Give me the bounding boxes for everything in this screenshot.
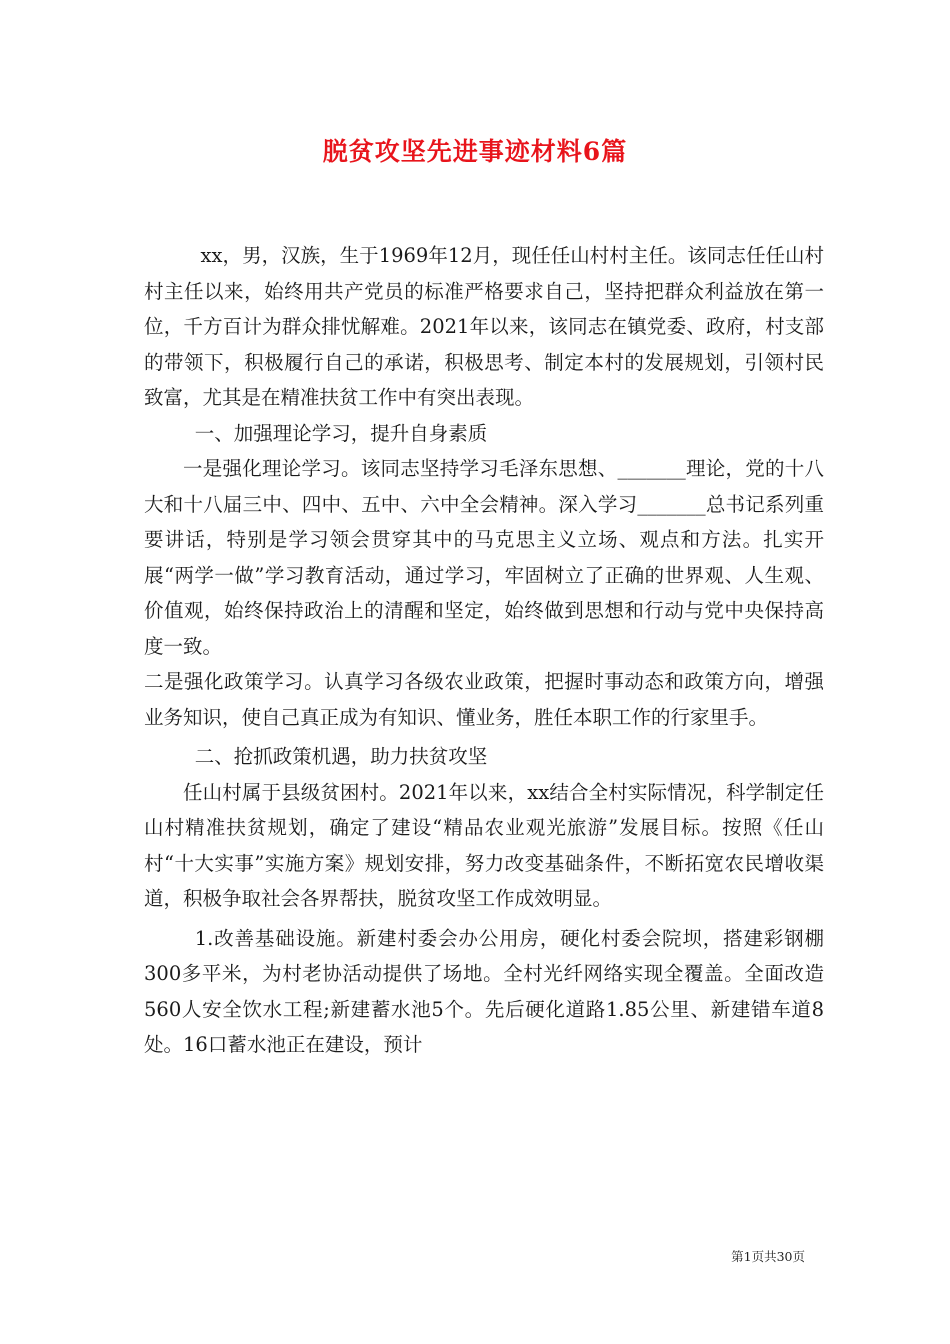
paragraph-intro: xx，男，汉族，生于1969年12月，现任任山村村主任。该同志任任山村村主任以来，始终用共产党员的标准严格要求自己，坚持把群众利益放在第一位，千方百计为群众排忧解难。2021年以来，该同志在镇党委、政府，村支部的带领下，积极履行自己的承诺，积极思考、制定本村的发展规划，引领村民致富，尤其是在精准扶贫工作中有突出表现。 [144,244,824,409]
section-heading-2: 二、抢抓政策机遇，助力扶贫攻坚 [194,745,488,768]
section-heading-1: 一、加强理论学习，提升自身素质 [194,421,488,445]
page-footer: 第1页共30页 [731,1249,805,1264]
paragraph-theory-study: 一是强化理论学习。该同志坚持学习毛泽东思想、_______理论，党的十八大和十八届三中、四中、五中、六中全会精神。深入学习_______总书记系列重要讲话，特别是学习领会贯穿其中的马克思主义立场、观点和方法。扎实开展“两学一做”学习教育活动，通过学习，牢固树立了正确的世界观、人生观、价值观，始终保持政治上的清醒和坚定，始终做到思想和行动与党中央保持高度一致。 [144,457,824,658]
document-title: 脱贫攻坚先进事迹材料6篇 [322,137,628,166]
paragraph-infrastructure: 1.改善基础设施。新建村委会办公用房，硬化村委会院坝，搭建彩钢棚300多平米，为村老协活动提供了场地。全村光纤网络实现全覆盖。全面改造560人安全饮水工程;新建蓄水池5个。先后硬化道路1.85公里、新建错车道8处。16口蓄水池正在建设，预计 [144,926,824,1056]
paragraph-policy-study: 二是强化政策学习。认真学习各级农业政策，把握时事动态和政策方向，增强业务知识，使自己真正成为有知识、懂业务，胜任本职工作的行家里手。 [144,670,824,729]
document-body [144,238,824,1063]
paragraph-village-overview: 任山村属于县级贫困村。2021年以来，xx结合全村实际情况，科学制定任山村精准扶贫规划，确定了建设“精品农业观光旅游”发展目标。按照《任山村“十大实事”实施方案》规划安排，努力改变基础条件，不断拓宽农民增收渠道，积极争取社会各界帮扶，脱贫攻坚工作成效明显。 [144,780,824,910]
